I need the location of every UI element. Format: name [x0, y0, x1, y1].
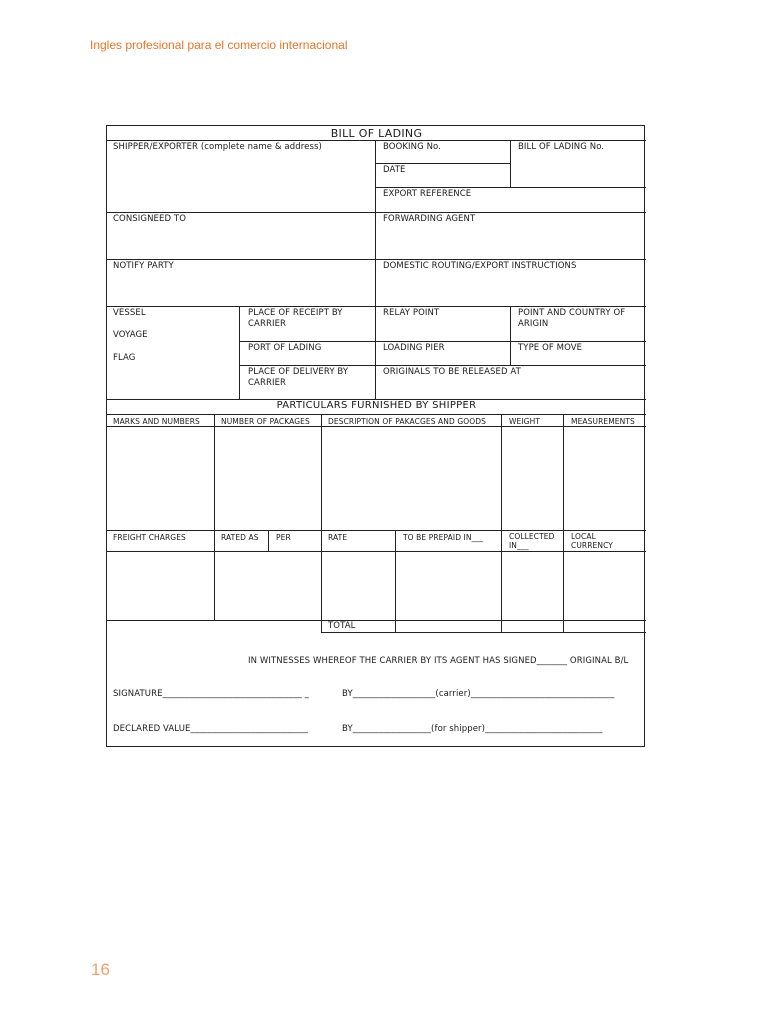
forwarding-agent-label: FORWARDING AGENT: [383, 214, 476, 224]
per-header: PER: [276, 533, 291, 542]
rated-as-header: RATED AS: [221, 533, 259, 542]
voyage-label: VOYAGE: [113, 330, 148, 340]
flag-label: FLAG: [113, 353, 136, 363]
divider: [375, 140, 376, 399]
export-reference-label: EXPORT REFERENCE: [383, 189, 472, 199]
running-header: Ingles profesional para el comercio internacional: [90, 38, 348, 52]
place-of-delivery-label: PLACE OF DELIVERY BY CARRIER: [248, 367, 349, 388]
divider: [239, 341, 646, 342]
bill-of-lading-form: [106, 125, 645, 747]
divider: [107, 140, 646, 141]
num-packages-header: NUMBER OF PACKAGES: [221, 417, 310, 426]
witness-statement: IN WITNESSES WHEREOF THE CARRIER BY ITS AGENT HAS SIGNED_______ ORIGINAL B/L: [248, 656, 629, 666]
by-shipper-line: BY__________________(for shipper)___________________________: [342, 724, 603, 734]
bol-no-label: BILL OF LADING No.: [518, 142, 605, 152]
collected-header: COLLECTED IN___: [509, 532, 555, 550]
measurements-header: MEASUREMENTS: [571, 417, 635, 426]
local-currency-header: LOCAL CURRENCY: [571, 532, 613, 550]
booking-no-label: BOOKING No.: [383, 142, 442, 152]
relay-point-label: RELAY POINT: [383, 308, 440, 318]
consigneed-label: CONSIGNEED TO: [113, 214, 187, 224]
divider: [107, 414, 646, 415]
point-country-label: POINT AND COUNTRY OF ARIGIN: [518, 308, 626, 329]
divider: [510, 140, 511, 187]
divider: [376, 163, 511, 164]
divider: [268, 530, 269, 551]
divider: [321, 414, 322, 632]
page-number: 16: [91, 960, 110, 979]
by-carrier-line: BY___________________(carrier)_________________________________: [342, 689, 615, 699]
type-of-move-label: TYPE OF MOVE: [518, 343, 583, 353]
declared-value-line: DECLARED VALUE___________________________: [113, 724, 308, 734]
date-label: DATE: [383, 165, 406, 175]
port-of-lading-label: PORT OF LADING: [248, 343, 322, 353]
loading-pier-label: LOADING PIER: [383, 343, 445, 353]
originals-label: ORIGINALS TO BE RELEASED AT: [383, 367, 521, 377]
domestic-routing-label: DOMESTIC ROUTING/EXPORT INSTRUCTIONS: [383, 261, 577, 271]
freight-charges-header: FREIGHT CHARGES: [113, 533, 186, 542]
signature-line: SIGNATURE________________________________ _: [113, 689, 309, 699]
place-of-receipt-label: PLACE OF RECEIPT BY CARRIER: [248, 308, 343, 329]
vessel-label: VESSEL: [113, 308, 146, 318]
divider: [501, 414, 502, 632]
divider: [239, 306, 240, 399]
divider: [107, 530, 646, 531]
divider: [107, 212, 646, 213]
divider: [376, 187, 646, 188]
divider: [321, 632, 646, 633]
divider: [510, 306, 511, 365]
particulars-title: PARTICULARS FURNISHED BY SHIPPER: [276, 400, 477, 411]
divider: [107, 620, 646, 621]
description-header: DESCRIPTION OF PAKACGES AND GOODS: [328, 417, 486, 426]
shipper-label: SHIPPER/EXPORTER (complete name & address): [113, 142, 322, 152]
divider: [107, 551, 646, 552]
weight-header: WEIGHT: [509, 417, 540, 426]
divider: [107, 259, 646, 260]
divider: [395, 530, 396, 632]
prepaid-header: TO BE PREPAID IN___: [403, 533, 484, 542]
rate-header: RATE: [328, 533, 348, 542]
divider: [107, 306, 646, 307]
form-title: BILL OF LADING: [330, 127, 423, 140]
divider: [214, 414, 215, 620]
divider: [563, 414, 564, 632]
total-label: TOTAL: [328, 621, 356, 631]
notify-party-label: NOTIFY PARTY: [113, 261, 174, 271]
divider: [239, 365, 646, 366]
marks-header: MARKS AND NUMBERS: [113, 417, 200, 426]
